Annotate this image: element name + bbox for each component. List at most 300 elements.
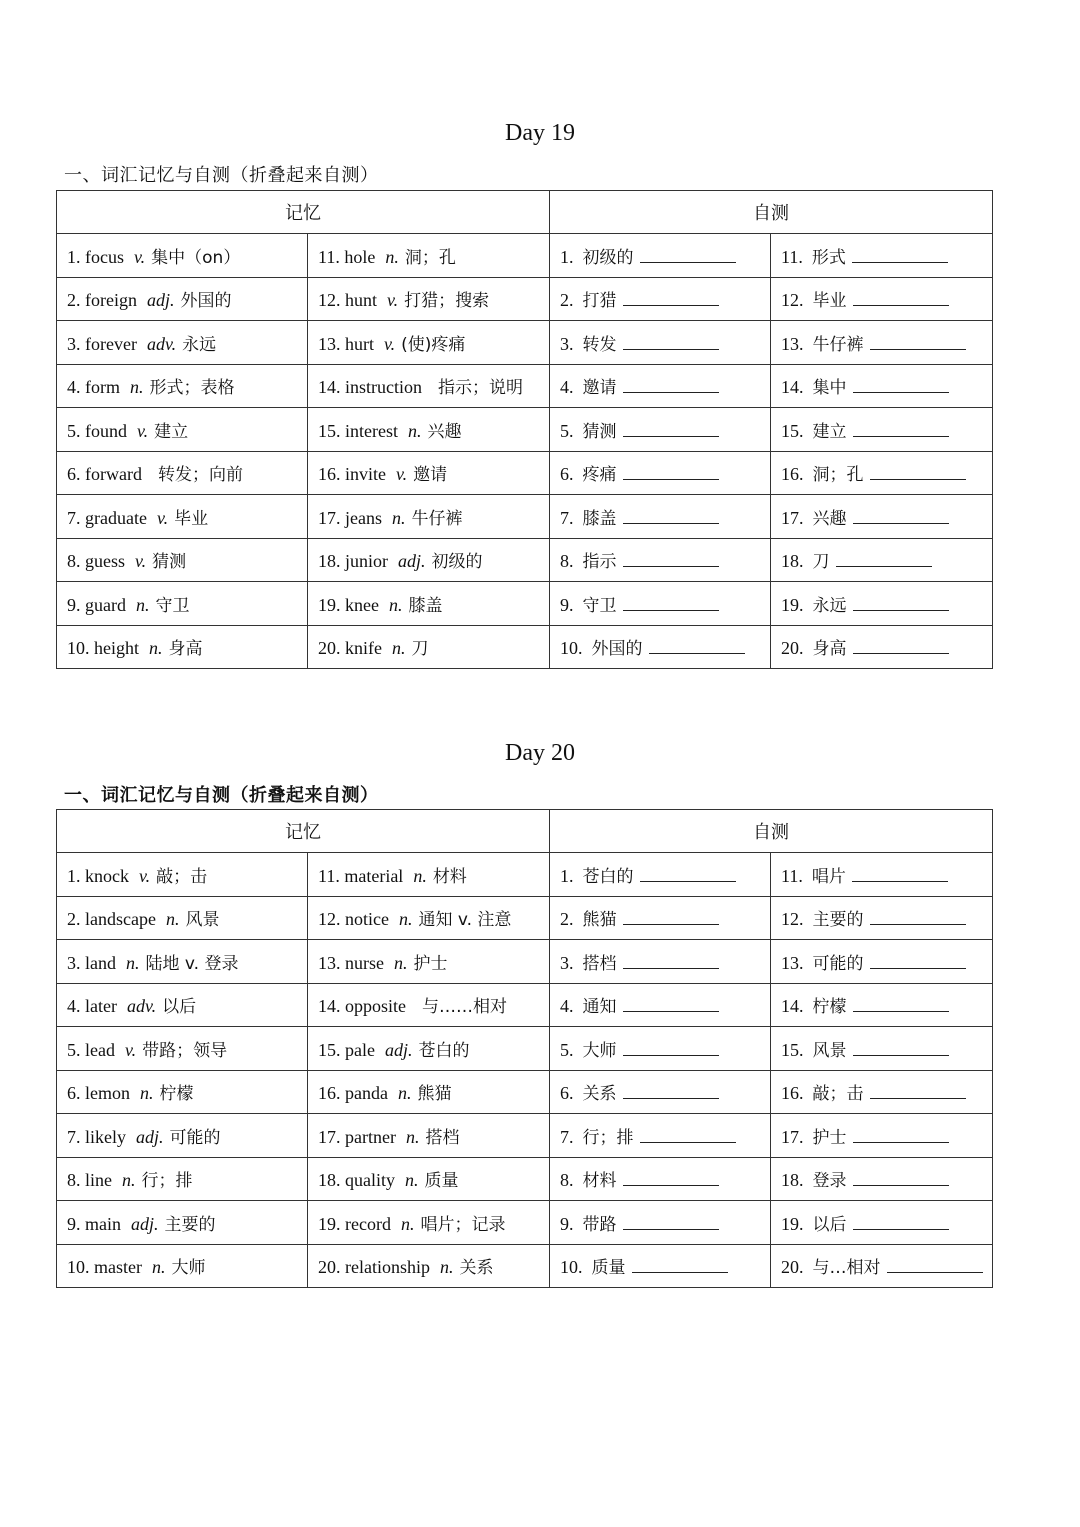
table-row: [57, 1157, 993, 1201]
day-19-section-heading: 一、词汇记忆与自测（折叠起来自测）: [64, 165, 379, 186]
memory-number: 18.: [318, 551, 341, 572]
memory-cell: [57, 940, 308, 984]
memory-definition: 刀: [411, 639, 429, 660]
test-prompt: 外国的: [591, 639, 643, 660]
memory-part-of-speech: n.: [391, 638, 406, 659]
table-row: [57, 896, 993, 940]
table-row: [57, 1244, 993, 1288]
memory-word: partner: [345, 1126, 396, 1147]
test-number: 11.: [781, 246, 803, 267]
memory-part-of-speech: v.: [384, 333, 396, 354]
answer-blank[interactable]: [623, 995, 719, 1012]
memory-definition: (使)疼痛: [401, 334, 466, 355]
memory-definition: 身高: [168, 639, 203, 660]
memory-number: 19.: [318, 594, 341, 615]
test-prompt: 转发: [582, 334, 617, 355]
memory-column-header: 记忆: [57, 810, 550, 853]
memory-cell: [57, 896, 308, 940]
memory-number: 17.: [318, 507, 341, 528]
memory-word: height: [94, 638, 139, 659]
memory-cell: [57, 853, 308, 897]
table-row: [57, 538, 993, 582]
memory-definition: 指示；说明: [438, 378, 523, 399]
test-prompt: 刀: [812, 552, 830, 573]
test-prompt: 护士: [812, 1127, 847, 1148]
memory-word: hurt: [345, 333, 374, 354]
memory-number: 13.: [318, 952, 341, 973]
memory-number: 7.: [67, 1126, 81, 1147]
memory-cell: [57, 408, 308, 452]
answer-blank[interactable]: [623, 420, 719, 437]
memory-number: 16.: [318, 464, 341, 485]
memory-cell: [57, 1114, 308, 1158]
test-prompt: 洞；孔: [812, 465, 864, 486]
test-cell: [550, 1244, 771, 1288]
memory-cell: [308, 451, 550, 495]
memory-part-of-speech: n.: [130, 377, 144, 398]
memory-number: 1.: [67, 246, 81, 267]
test-cell: [550, 1157, 771, 1201]
test-cell: [771, 451, 993, 495]
memory-definition: 行；排: [141, 1171, 193, 1192]
memory-number: 13.: [318, 333, 341, 354]
test-prompt: 初级的: [582, 247, 634, 268]
table-row: [57, 1070, 993, 1114]
test-number: 9.: [560, 594, 574, 615]
memory-part-of-speech: n.: [405, 1126, 420, 1147]
memory-word: panda: [345, 1083, 388, 1104]
memory-cell: [57, 538, 308, 582]
memory-cell: [57, 1157, 308, 1201]
memory-number: 3.: [67, 952, 81, 973]
memory-part-of-speech: n.: [388, 594, 403, 615]
test-number: 10.: [560, 638, 583, 659]
test-prompt: 敲；击: [812, 1084, 864, 1105]
test-prompt: 熊猫: [582, 910, 617, 931]
memory-part-of-speech: adv.: [146, 333, 177, 354]
memory-number: 10.: [67, 1257, 90, 1278]
memory-part-of-speech: n.: [140, 1083, 154, 1104]
table-row: [57, 321, 993, 365]
memory-number: 4.: [67, 996, 81, 1017]
test-prompt: 牛仔裤: [812, 334, 864, 355]
test-number: 12.: [781, 909, 804, 930]
answer-blank[interactable]: [870, 952, 966, 969]
day-19-table-body: [57, 234, 993, 669]
test-number: 19.: [781, 594, 804, 615]
test-number: 5.: [560, 1039, 574, 1060]
memory-word: opposite: [345, 996, 406, 1017]
answer-blank[interactable]: [623, 376, 719, 393]
memory-word: hole: [344, 246, 376, 267]
test-prompt: 材料: [582, 1171, 617, 1192]
test-cell: [550, 495, 771, 539]
memory-word: material: [344, 865, 404, 886]
memory-word: likely: [85, 1126, 126, 1147]
memory-word: knife: [345, 638, 382, 659]
memory-definition: 邀请: [413, 465, 448, 486]
test-prompt: 质量: [591, 1258, 626, 1279]
memory-part-of-speech: v.: [139, 865, 151, 886]
answer-blank[interactable]: [853, 637, 949, 654]
memory-word: landscape: [85, 909, 156, 930]
test-number: 8.: [560, 551, 574, 572]
memory-word: nurse: [345, 952, 384, 973]
memory-number: 14.: [318, 377, 341, 398]
test-prompt: 猜测: [582, 421, 617, 442]
memory-part-of-speech: adv.: [126, 996, 157, 1017]
memory-definition: 形式；表格: [149, 378, 235, 399]
test-prompt: 行；排: [582, 1127, 634, 1148]
test-number: 20.: [781, 1257, 804, 1278]
answer-blank[interactable]: [853, 289, 949, 306]
memory-number: 6.: [67, 464, 81, 485]
memory-number: 19.: [318, 1213, 341, 1234]
test-cell: [550, 582, 771, 626]
memory-part-of-speech: v.: [134, 246, 146, 267]
test-prompt: 带路: [582, 1214, 617, 1235]
memory-cell: [308, 234, 550, 278]
test-number: 8.: [560, 1170, 574, 1191]
memory-definition: 以后: [162, 997, 197, 1018]
test-prompt: 兴趣: [812, 508, 847, 529]
memory-number: 9.: [67, 594, 81, 615]
memory-part-of-speech: adj.: [398, 551, 426, 572]
memory-word: relationship: [345, 1257, 430, 1278]
answer-blank[interactable]: [649, 637, 745, 654]
answer-blank[interactable]: [623, 1082, 719, 1099]
test-cell: [771, 896, 993, 940]
memory-word: forward: [85, 464, 142, 485]
answer-blank[interactable]: [853, 1039, 949, 1056]
answer-blank[interactable]: [623, 333, 719, 350]
test-prompt: 集中: [812, 378, 847, 399]
test-cell: [771, 408, 993, 452]
test-prompt: 苍白的: [582, 866, 634, 887]
test-prompt: 大师: [582, 1040, 617, 1061]
memory-cell: [308, 408, 550, 452]
memory-definition: 守卫: [155, 595, 190, 616]
answer-blank[interactable]: [623, 952, 719, 969]
memory-part-of-speech: v.: [124, 1039, 137, 1060]
memory-cell: [308, 495, 550, 539]
test-number: 4.: [560, 377, 574, 398]
memory-word: instruction: [345, 377, 422, 398]
test-prompt: 唱片: [811, 866, 846, 887]
test-prompt: 邀请: [582, 378, 617, 399]
memory-number: 5.: [67, 1039, 81, 1060]
memory-definition: 护士: [413, 953, 448, 974]
memory-word: guess: [85, 551, 125, 572]
memory-part-of-speech: adj.: [146, 290, 175, 311]
memory-word: invite: [345, 464, 386, 485]
answer-blank[interactable]: [853, 995, 949, 1012]
memory-column-header: 记忆: [57, 191, 550, 234]
memory-word: main: [85, 1213, 121, 1234]
answer-blank[interactable]: [623, 507, 719, 524]
test-number: 1.: [560, 246, 574, 267]
memory-definition: 搭档: [425, 1127, 460, 1148]
memory-cell: [308, 896, 550, 940]
answer-blank[interactable]: [632, 1256, 728, 1273]
answer-blank[interactable]: [853, 1126, 949, 1143]
answer-blank[interactable]: [836, 550, 932, 567]
memory-cell: [308, 1201, 550, 1245]
memory-cell: [308, 853, 550, 897]
test-cell: [771, 1244, 993, 1288]
memory-word: master: [94, 1257, 142, 1278]
memory-definition: 猜测: [152, 552, 187, 573]
test-number: 18.: [781, 1170, 804, 1191]
memory-word: graduate: [85, 507, 147, 528]
test-number: 5.: [560, 420, 574, 441]
test-number: 15.: [781, 1039, 804, 1060]
answer-blank[interactable]: [887, 1256, 983, 1273]
memory-cell: [308, 1027, 550, 1071]
memory-part-of-speech: v.: [396, 464, 408, 485]
test-number: 17.: [781, 1126, 804, 1147]
memory-part-of-speech: n.: [385, 246, 399, 267]
answer-blank[interactable]: [870, 908, 966, 925]
answer-blank[interactable]: [623, 1169, 719, 1186]
test-cell: [771, 234, 993, 278]
memory-cell: [57, 277, 308, 321]
memory-part-of-speech: n.: [413, 865, 427, 886]
answer-blank[interactable]: [623, 1039, 719, 1056]
memory-number: 9.: [67, 1213, 81, 1234]
test-prompt: 与…相对: [812, 1258, 881, 1279]
test-number: 16.: [781, 464, 804, 485]
memory-number: 16.: [318, 1083, 341, 1104]
table-row: [57, 495, 993, 539]
test-column-header: 自测: [550, 810, 993, 853]
memory-word: hunt: [345, 290, 378, 311]
test-number: 6.: [560, 1083, 574, 1104]
memory-part-of-speech: n.: [439, 1257, 454, 1278]
test-prompt: 形式: [811, 247, 846, 268]
test-prompt: 打猎: [582, 291, 617, 312]
memory-part-of-speech: adj.: [136, 1126, 164, 1147]
test-column-header: 自测: [550, 191, 993, 234]
memory-definition: 苍白的: [418, 1040, 470, 1061]
test-cell: [771, 364, 993, 408]
answer-blank[interactable]: [870, 333, 966, 350]
answer-blank[interactable]: [853, 1213, 949, 1230]
day-19-title: Day 19: [505, 120, 575, 146]
test-cell: [771, 495, 993, 539]
test-cell: [550, 538, 771, 582]
memory-part-of-speech: n.: [391, 507, 406, 528]
memory-cell: [57, 234, 308, 278]
answer-blank[interactable]: [623, 289, 719, 306]
memory-number: 7.: [67, 507, 81, 528]
memory-number: 10.: [67, 638, 90, 659]
memory-cell: [308, 277, 550, 321]
table-row: [57, 277, 993, 321]
table-row: [57, 408, 993, 452]
memory-definition: 大师: [171, 1258, 206, 1279]
memory-number: 11.: [318, 246, 340, 267]
answer-blank[interactable]: [623, 1213, 719, 1230]
test-cell: [771, 582, 993, 626]
answer-blank[interactable]: [623, 594, 719, 611]
memory-definition: 主要的: [164, 1214, 216, 1235]
memory-word: found: [85, 420, 127, 441]
answer-blank[interactable]: [853, 507, 949, 524]
test-prompt: 膝盖: [582, 508, 617, 529]
answer-blank[interactable]: [623, 550, 719, 567]
memory-number: 20.: [318, 638, 341, 659]
answer-blank[interactable]: [640, 865, 736, 882]
memory-word: jeans: [345, 507, 382, 528]
table-row: [57, 582, 993, 626]
memory-part-of-speech: v.: [135, 551, 147, 572]
answer-blank[interactable]: [870, 463, 966, 480]
memory-word: foreign: [85, 290, 137, 311]
answer-blank[interactable]: [623, 908, 719, 925]
memory-word: knee: [345, 594, 379, 615]
memory-cell: [57, 582, 308, 626]
test-number: 19.: [781, 1213, 804, 1234]
table-row: [57, 234, 993, 278]
memory-definition: 与……相对: [422, 997, 507, 1018]
memory-part-of-speech: n.: [405, 1170, 419, 1191]
test-cell: [771, 1114, 993, 1158]
memory-word: form: [85, 377, 120, 398]
test-number: 9.: [560, 1213, 574, 1234]
memory-definition: 可能的: [169, 1127, 221, 1148]
memory-cell: [308, 582, 550, 626]
test-number: 2.: [560, 290, 574, 311]
memory-cell: [57, 451, 308, 495]
test-number: 7.: [560, 507, 574, 528]
memory-word: line: [85, 1170, 112, 1191]
memory-definition: 转发；向前: [157, 465, 243, 486]
answer-blank[interactable]: [853, 594, 949, 611]
memory-part-of-speech: n.: [122, 1170, 136, 1191]
test-prompt: 登录: [812, 1171, 847, 1192]
test-number: 12.: [781, 290, 804, 311]
memory-definition: 集中（on）: [151, 247, 241, 268]
table-row: [57, 940, 993, 984]
test-prompt: 身高: [812, 639, 847, 660]
test-prompt: 守卫: [582, 595, 617, 616]
memory-definition: 永远: [182, 334, 217, 355]
memory-definition: 陆地 v. 登录: [145, 953, 239, 974]
test-cell: [771, 277, 993, 321]
memory-word: interest: [345, 420, 398, 441]
memory-word: land: [85, 952, 116, 973]
test-number: 3.: [560, 333, 574, 354]
memory-word: pale: [345, 1039, 375, 1060]
test-cell: [550, 896, 771, 940]
memory-part-of-speech: n.: [149, 638, 163, 659]
memory-cell: [57, 364, 308, 408]
test-number: 13.: [781, 333, 804, 354]
memory-word: focus: [85, 246, 124, 267]
answer-blank[interactable]: [640, 246, 736, 263]
memory-definition: 敲；击: [156, 866, 208, 887]
table-row: [57, 364, 993, 408]
test-cell: [550, 1114, 771, 1158]
memory-cell: [57, 1070, 308, 1114]
memory-definition: 材料: [432, 866, 467, 887]
memory-part-of-speech: n.: [398, 909, 413, 930]
test-number: 7.: [560, 1126, 574, 1147]
memory-definition: 牛仔裤: [411, 508, 463, 529]
test-prompt: 疼痛: [582, 465, 617, 486]
test-cell: [550, 1201, 771, 1245]
memory-number: 2.: [67, 909, 81, 930]
test-prompt: 主要的: [812, 910, 864, 931]
test-cell: [550, 234, 771, 278]
test-number: 10.: [560, 1257, 583, 1278]
memory-number: 8.: [67, 551, 81, 572]
test-cell: [550, 1027, 771, 1071]
memory-word: record: [345, 1213, 391, 1234]
test-number: 2.: [560, 909, 574, 930]
answer-blank[interactable]: [852, 865, 948, 882]
memory-definition: 洞；孔: [404, 247, 456, 268]
answer-blank[interactable]: [853, 420, 949, 437]
test-number: 20.: [781, 638, 804, 659]
test-number: 3.: [560, 952, 574, 973]
memory-part-of-speech: n.: [407, 420, 422, 441]
test-cell: [550, 321, 771, 365]
test-number: 11.: [781, 865, 803, 886]
memory-part-of-speech: n.: [165, 909, 180, 930]
test-number: 15.: [781, 420, 804, 441]
answer-blank[interactable]: [853, 376, 949, 393]
test-cell: [771, 1027, 993, 1071]
memory-cell: [308, 983, 550, 1027]
test-cell: [550, 277, 771, 321]
answer-blank[interactable]: [623, 463, 719, 480]
memory-definition: 熊猫: [417, 1084, 452, 1105]
test-number: 18.: [781, 551, 804, 572]
memory-part-of-speech: v.: [156, 507, 169, 528]
memory-definition: 建立: [154, 421, 189, 442]
memory-cell: [308, 321, 550, 365]
test-prompt: 风景: [812, 1040, 847, 1061]
memory-definition: 风景: [185, 910, 220, 931]
memory-definition: 外国的: [180, 291, 232, 312]
answer-blank[interactable]: [853, 1169, 949, 1186]
memory-number: 5.: [67, 420, 81, 441]
answer-blank[interactable]: [640, 1126, 736, 1143]
test-cell: [771, 1201, 993, 1245]
test-cell: [550, 853, 771, 897]
memory-word: guard: [85, 594, 126, 615]
memory-number: 14.: [318, 996, 341, 1017]
memory-number: 8.: [67, 1170, 81, 1191]
test-cell: [550, 408, 771, 452]
test-number: 4.: [560, 996, 574, 1017]
memory-cell: [57, 1244, 308, 1288]
memory-definition: 通知 v. 注意: [418, 910, 512, 931]
test-cell: [771, 983, 993, 1027]
test-prompt: 关系: [582, 1084, 617, 1105]
test-prompt: 指示: [582, 552, 617, 573]
memory-cell: [308, 940, 550, 984]
answer-blank[interactable]: [870, 1082, 966, 1099]
memory-part-of-speech: v.: [137, 420, 149, 441]
answer-blank[interactable]: [852, 246, 948, 263]
table-row: [57, 625, 993, 669]
memory-cell: [57, 1201, 308, 1245]
memory-definition: 关系: [459, 1258, 494, 1279]
memory-number: 2.: [67, 290, 81, 311]
